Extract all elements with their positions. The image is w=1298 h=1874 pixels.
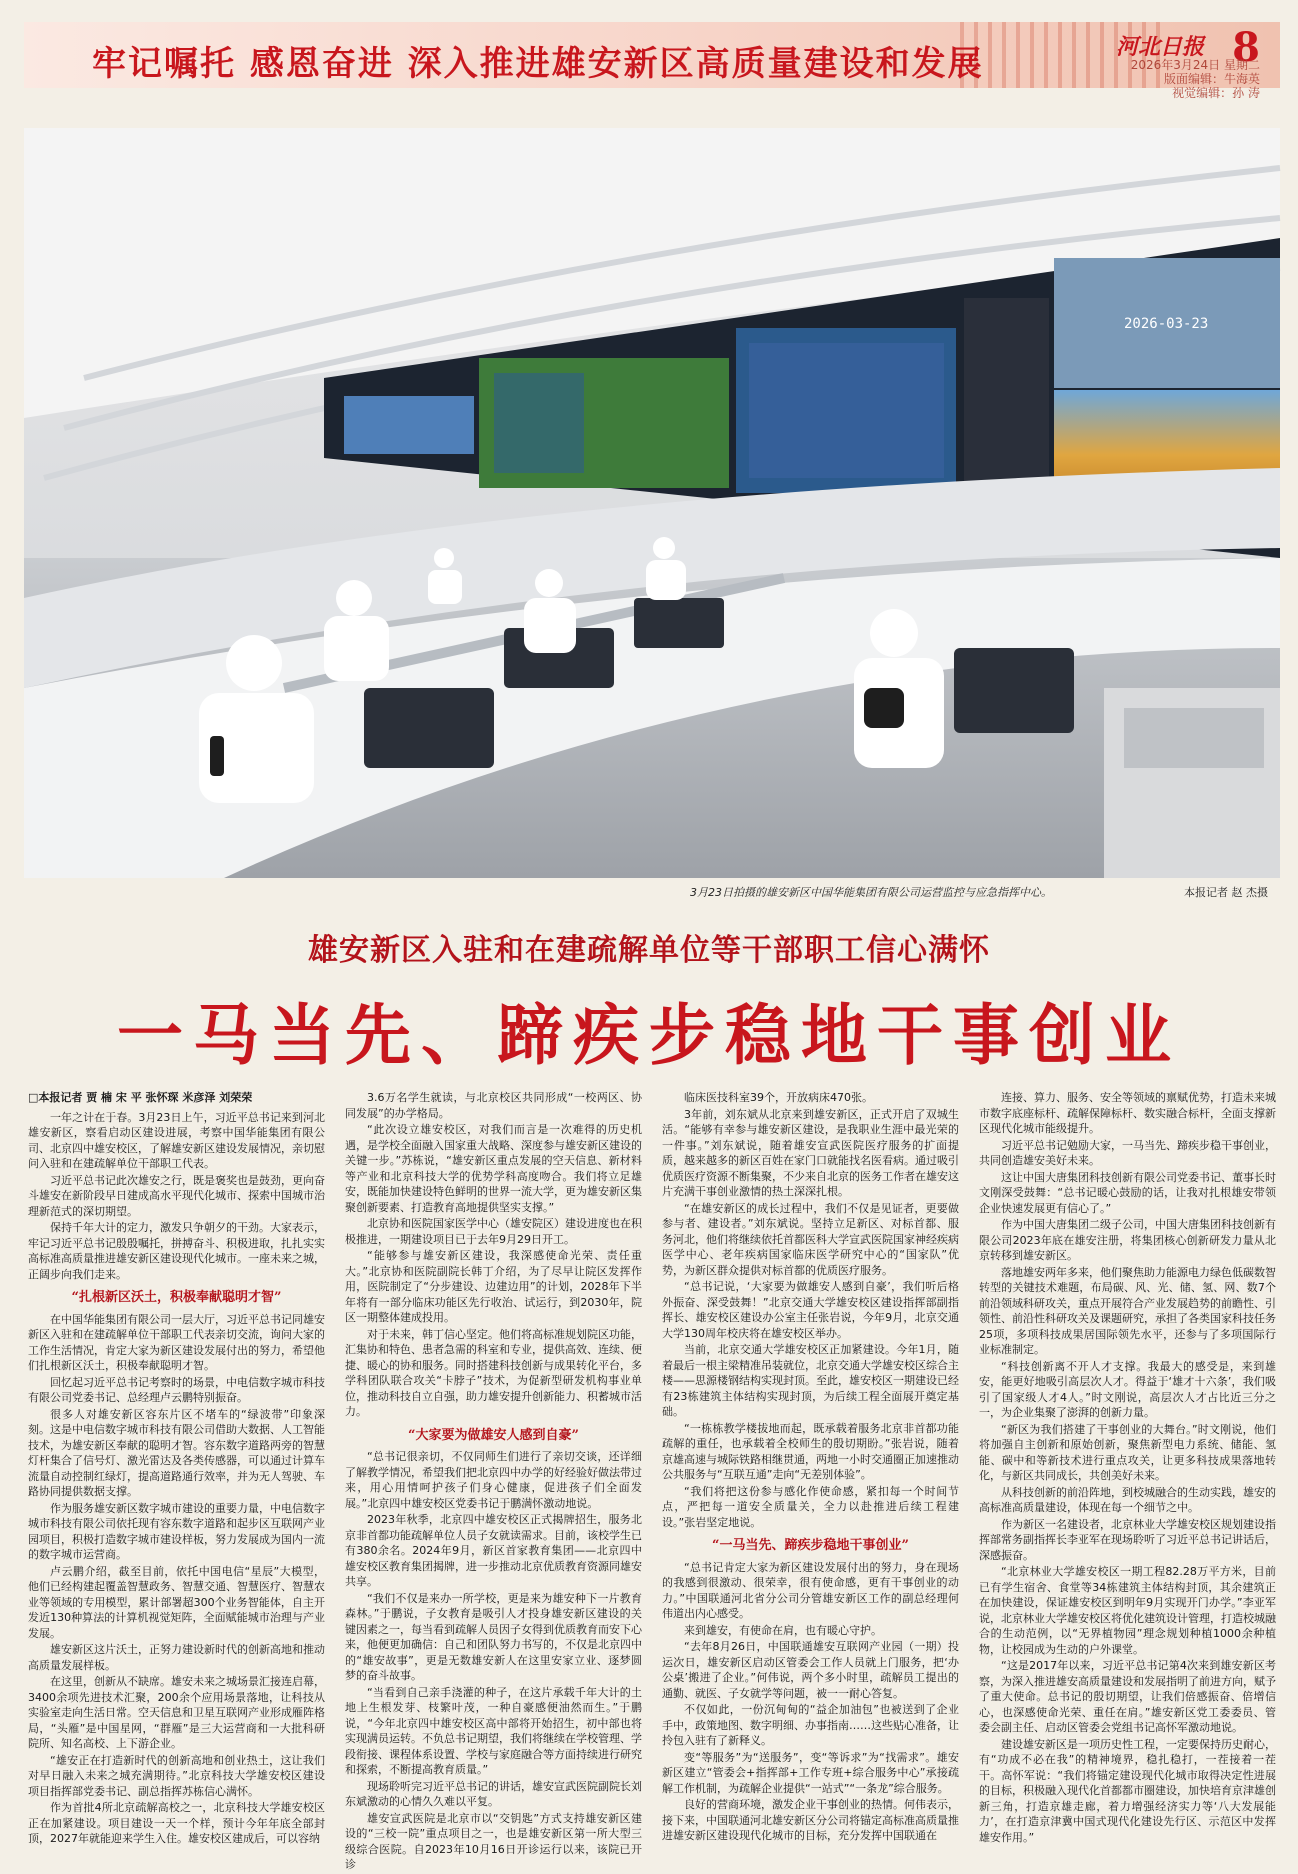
paragraph: 来到雄安，有使命在肩，也有暖心守护。 bbox=[684, 1623, 882, 1637]
paragraph: 北京协和医院国家医学中心（雄安院区）建设进度也在积极推进，一期建设项目已于去年9月29日开工。 bbox=[345, 1217, 642, 1246]
paragraph: 卢云鹏介绍，截至目前，依托中国电信“星辰”大模型，他们已经构建起覆盖智慧政务、智慧交通、智慧医疗、智慧农业等领域的专用模型，累计部署超300个业务智能体，自主开发近130种算法的计算机视觉矩阵，全面赋能城市治理与产业发展。 bbox=[28, 1564, 325, 1640]
paragraph: 不仅如此，一份沉甸甸的“益企加油包”也被送到了企业手中，政策地图、数字明细、办事指南……这些贴心准备，让拎包入驻有了新释义。 bbox=[662, 1703, 959, 1747]
paragraph: “总书记肯定大家为新区建设发展付出的努力，身在现场的我感到很激动、很荣幸，很有使命感，更有干事创业的动力。”中国联通河北省分公司分管雄安新区工作的副总经理何伟道出内心感受。 bbox=[662, 1560, 959, 1620]
banner-title: 牢记嘱托 感恩奋进 深入推进雄安新区高质量建设和发展 bbox=[92, 44, 984, 84]
byline: □本报记者 贾 楠 宋 平 张怀琛 米彦泽 刘荣荣 bbox=[28, 1091, 253, 1104]
article-column-2 bbox=[345, 1090, 642, 1874]
section-title: “扎根新区沃土，积极奉献聪明才智” bbox=[71, 1290, 282, 1305]
paragraph: 这让中国大唐集团科技创新有限公司党委书记、董事长时文刚深受鼓舞：“总书记暖心鼓励的话，让我对扎根雄安带领企业快速发展更有信心了。” bbox=[979, 1170, 1276, 1215]
paragraph: “一栋栋教学楼拔地而起，既承载着服务北京非首都功能疏解的重任，也承载着全校师生的殷切期盼。”张岩说，随着京雄高速与城际铁路相继贯通，两地一小时交通圈正加速推动公共服务与“互联互通”走向“无差别体验”。 bbox=[662, 1421, 959, 1481]
paragraph: “我们将把这份参与感化作使命感，紧扣每一个时间节点，严把每一道安全质量关，全力以赴推进后续工程建设。”张岩坚定地说。 bbox=[662, 1484, 959, 1529]
paragraph: 习近平总书记此次雄安之行，既是褒奖也是鼓劲，更向奋斗雄安在新阶段早日建成高水平现代化城市、探索中国城市治理新范式的深切期望。 bbox=[28, 1173, 325, 1218]
paragraph: “此次设立雄安校区，对我们而言是一次难得的历史机遇，是学校全面融入国家重大战略、深度参与雄安新区建设的关键一步。”苏栋说，“雄安新区重点发展的空天信息、新材料等产业和北京科技大学的优势学科高度吻合。我们将立足雄安，既能加快建设特色鲜明的世界一流大学，更为雄安新区集聚创新要素、打造教育高地提供坚实支撑。” bbox=[345, 1123, 642, 1214]
issue-meta bbox=[1131, 58, 1260, 100]
paragraph: “去年8月26日，中国联通雄安互联网产业园（一期）投运次日，雄安新区启动区管委会工作人员就上门服务，把‘办公桌’搬进了企业。”何伟说，两个多小时里，疏解员工提出的通勤、就医、子女就学等问题，被一一耐心答复。 bbox=[662, 1640, 959, 1700]
paragraph: 从科技创新的前沿阵地，到校城融合的生动实践，雄安的高标准高质量建设，体现在每一个细节之中。 bbox=[979, 1485, 1276, 1514]
article-subheadline: 雄安新区入驻和在建疏解单位等干部职工信心满怀 bbox=[308, 933, 990, 968]
paragraph: “科技创新离不开人才支撑。我最大的感受是，来到雄安，能更好地吸引高层次人才。得益于‘雄才十六条’，我们吸引了国家级人才4人。”时文刚说，高层次人才占比近三分之一，为企业集聚了澎湃的创新力量。 bbox=[979, 1359, 1276, 1419]
paragraph: 很多人对雄安新区容东片区不堵车的“绿波带”印象深刻。这是中电信数字城市科技有限公司借助大数据、人工智能技术，为雄安新区奉献的聪明才智。容东数字道路两旁的智慧灯杆集合了信号灯、激光雷达及各类传感器，可以通过计算车流量自动控制红绿灯，提高道路通行效率，并为无人驾驶、车路协同提供数据支撑。 bbox=[28, 1407, 325, 1498]
paragraph: 一年之计在于春。3月23日上午，习近平总书记来到河北雄安新区，察看启动区建设进展，考察中国华能集团有限公司、北京四中雄安校区，了解雄安新区建设发展情况，亲切慰问入驻和在建疏解单位干部职工代表。 bbox=[28, 1110, 325, 1170]
paragraph: 现场聆听完习近平总书记的讲话，雄安宣武医院副院长刘东斌激动的心情久久难以平复。 bbox=[345, 1779, 642, 1808]
control-center-photo bbox=[24, 128, 1280, 878]
paragraph: 3.6万名学生就读，与北京校区共同形成“一校两区、协同发展”的办学格局。 bbox=[345, 1091, 642, 1120]
page-number: 8 bbox=[1232, 24, 1260, 71]
page-header-banner bbox=[24, 22, 1280, 100]
paragraph: 习近平总书记勉励大家，一马当先、蹄疾步稳干事创业，共同创造雄安美好未来。 bbox=[979, 1138, 1276, 1167]
visual-editor: 视觉编辑：孙 涛 bbox=[1172, 86, 1260, 100]
article-body bbox=[28, 1090, 1276, 1871]
paragraph: “当看到自己亲手浇灌的种子，在这片承载千年大计的土地上生根发芽、枝繁叶茂，一种自豪感便油然而生。”于鹏说，“今年北京四中雄安校区高中部将开始招生，初中部也将实现满员运转。不负总书记期望，我们将继续在学校管理、学段衔接、课程体系设置、学校与家庭融合等方面持续进行研究和探索，不断提高教育质量。” bbox=[345, 1685, 642, 1776]
paragraph: 作为新区一名建设者，北京林业大学雄安校区规划建设指挥部常务副指挥长李亚军在现场聆听了习近平总书记讲话后，深感振奋。 bbox=[979, 1517, 1276, 1562]
paragraph: “总书记很亲切，不仅同师生们进行了亲切交谈，还详细了解教学情况，希望我们把北京四中办学的好经验好做法带过来，用心用情呵护孩子们身心健康，促进孩子们全面发展。”北京四中雄安校区党委书记于鹏满怀激动地说。 bbox=[345, 1450, 642, 1510]
newspaper-name-logo: 河北日报 bbox=[1115, 34, 1204, 60]
paragraph: 保持千年大计的定力，激发只争朝夕的干劲。大家表示，牢记习近平总书记殷殷嘱托，拼搏奋斗、积极进取，扎扎实实高标准高质量推进雄安新区建设现代化城市。一座未来之城，正阔步向我们走来。 bbox=[28, 1221, 325, 1281]
paragraph: “新区为我们搭建了干事创业的大舞台。”时文刚说，他们将加强自主创新和原始创新，聚焦新型电力系统、储能、氢能、碳中和等新技术进行重点攻关，让更多科技成果落地转化，与新区共同成长，共创美好未来。 bbox=[979, 1422, 1276, 1482]
paragraph: 在这里，创新从不缺席。雄安未来之城场景汇接连启幕，3400余项先进技术汇聚，200余个应用场景落地，让科技从实验室走向生活日常。空天信息和卫星互联网产业形成雁阵格局，“头雁”是中国星网，“群雁”是三大运营商和一大批科研院所、知名高校、上下游企业。 bbox=[28, 1675, 325, 1750]
paragraph: 临床医技科室39个，开放病床470张。 bbox=[684, 1091, 873, 1104]
layout-editor: 版面编辑：牛海英 bbox=[1163, 72, 1260, 86]
paragraph: 雄安宣武医院是北京市以“交钥匙”方式支持雄安新区建设的“三校一院”重点项目之一，也是雄安新区第一所大型三级综合医院。自2023年10月16日开诊运行以来，该院已开诊 bbox=[345, 1811, 642, 1871]
paragraph: 回忆起习近平总书记考察时的场景，中电信数字城市科技有限公司党委书记、总经理卢云鹏特别振奋。 bbox=[28, 1375, 325, 1404]
issue-date: 2026年3月24日 星期二 bbox=[1130, 58, 1260, 72]
paragraph: 良好的营商环境，激发企业干事创业的热情。何伟表示，接下来，中国联通河北雄安新区分公司将锚定高标准高质量推进雄安新区建设现代化城市的目标，充分发挥中国联通在 bbox=[662, 1798, 959, 1842]
paragraph: 建设雄安新区是一项历史性工程，一定要保持历史耐心，有“功成不必在我”的精神境界，稳扎稳打，一茬接着一茬干。高怀军说：“我们将锚定建设现代化城市取得决定性进展的目标，积极融入现代化首都都市圈建设，加快培育京津雄创新三角，打造京雄走廊，着力增强经济实力等‘八大发展能力’，在打造京津冀中国式现代化建设先行区、示范区中发挥雄安作用。” bbox=[979, 1737, 1276, 1844]
photo-credit: 本报记者 赵 杰摄 bbox=[1184, 886, 1268, 899]
paragraph: “在雄安新区的成长过程中，我们不仅是见证者，更要做参与者、建设者。”刘东斌说。坚持立足新区、对标首都、服务河北，他们将继续依托首都医科大学宣武医院国家神经疾病医学中心、老年疾病国家临床医学研究中心的“国家队”优势，为新区群众提供对标首都的优质医疗服务。 bbox=[662, 1201, 959, 1277]
article-column-1 bbox=[28, 1090, 325, 1874]
paragraph: “雄安正在打造新时代的创新高地和创业热土，这让我们对早日融入未来之城充满期待。”北京科技大学雄安校区建设项目指挥部党委书记、副总指挥苏栋信心满怀。 bbox=[28, 1753, 325, 1798]
article-column-3 bbox=[662, 1090, 959, 1874]
paragraph: 雄安新区这片沃土，正努力建设新时代的创新高地和推动高质量发展样板。 bbox=[28, 1643, 325, 1672]
paragraph: “能够参与雄安新区建设，我深感使命光荣、责任重大。”北京协和医院副院长韩丁介绍，为了尽早让院区发挥作用，医院制定了“分步建设、边建边用”的计划，2028年下半年将有一部分临床功能区先行收治、试运行，到2030年，院区一期整体建成投用。 bbox=[345, 1249, 642, 1324]
paragraph: 变“等服务”为“送服务”，变“等诉求”为“找需求”。雄安新区建立“管委会+指挥部+工作专班+综合服务中心”承接疏解工作机制，为疏解企业提供“一站式”“一条龙”综合服务。 bbox=[662, 1750, 959, 1795]
section-title: “一马当先、蹄疾步稳地干事创业” bbox=[712, 1538, 909, 1553]
paragraph: 作为服务雄安新区数字城市建设的重要力量，中电信数字城市科技有限公司依托现有容东数字道路和起步区互联网产业园项目，积极打造数字城市建设样板，努力发展成为国内一流的数字城市运营商。 bbox=[28, 1501, 325, 1561]
paragraph: 作为首批4所北京疏解高校之一，北京科技大学雄安校区正在加紧建设。项目建设一天一个样，预计今年年底全部封顶，2027年就能迎来学生入住。雄安校区建成后，可以容纳 bbox=[28, 1801, 325, 1845]
paragraph: 3年前，刘东斌从北京来到雄安新区，正式开启了双城生活。“能够有幸参与雄安新区建设，是我职业生涯中最光荣的一件事。”刘东斌说，随着雄安宣武医院医疗服务的扩面提质，越来越多的新区百姓在家门口就能找名医看病。通过吸引优质医疗资源不断集聚，不少来自北京的医务工作者在雄安这片充满干事创业激情的热土深深扎根。 bbox=[662, 1107, 959, 1198]
paragraph: “这是2017年以来，习近平总书记第4次来到雄安新区考察，为深入推进雄安高质量建设和发展指明了前进方向，赋予了重大使命。总书记的殷切期望，让我们倍感振奋、倍增信心，也深感使命光荣、重任在肩。”雄安新区党工委委员、管委会副主任、启动区管委会党组书记高怀军激动地说。 bbox=[979, 1659, 1276, 1734]
paragraph: “我们不仅是来办一所学校，更是来为雄安种下一片教育森林。”于鹏说，子女教育是吸引人才投身雄安新区建设的关键因素之一，每当看到疏解人员因子女得到优质教育而安下心来，他便更加确信：自己和团队努力书写的，不仅是北京四中的“雄安故事”，更是无数雄安新人在这里安家立业、逐梦圆梦的奋斗故事。 bbox=[345, 1591, 642, 1682]
paragraph: “总书记说，‘大家要为做雄安人感到自豪’，我们听后格外振奋、深受鼓舞！”北京交通大学雄安校区建设指挥部副指挥长、雄安校区建设办公室主任张岩说，今年9月，北京交通大学130周年校庆将在雄安校区举办。 bbox=[662, 1280, 959, 1340]
article-column-4 bbox=[979, 1090, 1276, 1874]
photo-caption: 3月23日拍摄的雄安新区中国华能集团有限公司运营监控与应急指挥中心。 bbox=[690, 886, 1052, 899]
paragraph: 落地雄安两年多来，他们聚焦助力能源电力绿色低碳数智转型的关键技术难题，布局碳、风、光、储、氢、网、数7个前沿领域科研攻关，重点开展符合产业发展趋势的前瞻性、引领性、前沿性科研攻关及课题研究，承担了各类国家科技任务25项，多项科技成果居国际领先水平，还参与了多项国际行业标准制定。 bbox=[979, 1265, 1276, 1356]
paragraph: “北京林业大学雄安校区一期工程82.28万平方米，目前已有学生宿舍、食堂等34栋建筑主体结构封顶，其余建筑正在加快建设，保证雄安校区到明年9月实现开门办学。”李亚军说，北京林业大学雄安校区将优化建筑设计管理，打造校城融合的生动范例，以“无界植物园”理念规划种植1000余种植物，让校园成为生动的户外课堂。 bbox=[979, 1565, 1276, 1656]
screen-timestamp: 2026-03-23 bbox=[1124, 316, 1209, 332]
section-title: “大家要为做雄安人感到自豪” bbox=[408, 1427, 579, 1443]
paragraph: 作为中国大唐集团二级子公司，中国大唐集团科技创新有限公司2023年底在雄安注册，将集团核心创新研发力量从北京转移到雄安新区。 bbox=[979, 1218, 1276, 1262]
paragraph: 当前，北京交通大学雄安校区正加紧建设。今年1月，随着最后一根主梁精准吊装就位，北京交通大学雄安校区综合主楼——思源楼钢结构实现封顶。至此，雄安校区一期建设已经有23栋建筑主体结构实现封顶，为后续工程全面展开奠定基础。 bbox=[662, 1343, 959, 1418]
paragraph: 对于未来，韩丁信心坚定。他们将高标准规划院区功能，汇集协和特色、患者急需的科室和专业，提供高效、连续、便捷、暖心的协和服务。同时搭建科技创新与成果转化平台，多学科团队联合攻关“卡脖子”技术，为促新型研发机构事业单位，推动科技自立自强，助力雄安提升创新能力、积蓄城市活力。 bbox=[345, 1327, 642, 1418]
paragraph: 在中国华能集团有限公司一层大厅，习近平总书记同雄安新区入驻和在建疏解单位干部职工代表亲切交流，询问大家的工作生活情况，肯定大家为新区建设发展付出的努力，希望他们扎根新区沃土，积极奉献聪明才智。 bbox=[28, 1312, 325, 1372]
article-headline: 一马当先、蹄疾步稳地干事创业 bbox=[117, 996, 1181, 1074]
paragraph: 连接、算力、服务、安全等领域的禀赋优势，打造未来城市数字底座标杆、疏解保障标杆、数实融合标杆，全面支撑新区现代化城市能级提升。 bbox=[979, 1091, 1276, 1135]
paragraph: 2023年秋季，北京四中雄安校区正式揭牌招生，服务北京非首都功能疏解单位人员子女就读需求。目前，该校学生已有380余名。2024年9月，新区首家教育集团——北京四中雄安校区教育集团揭牌，进一步推动北京优质教育资源同雄安共享。 bbox=[345, 1513, 642, 1588]
